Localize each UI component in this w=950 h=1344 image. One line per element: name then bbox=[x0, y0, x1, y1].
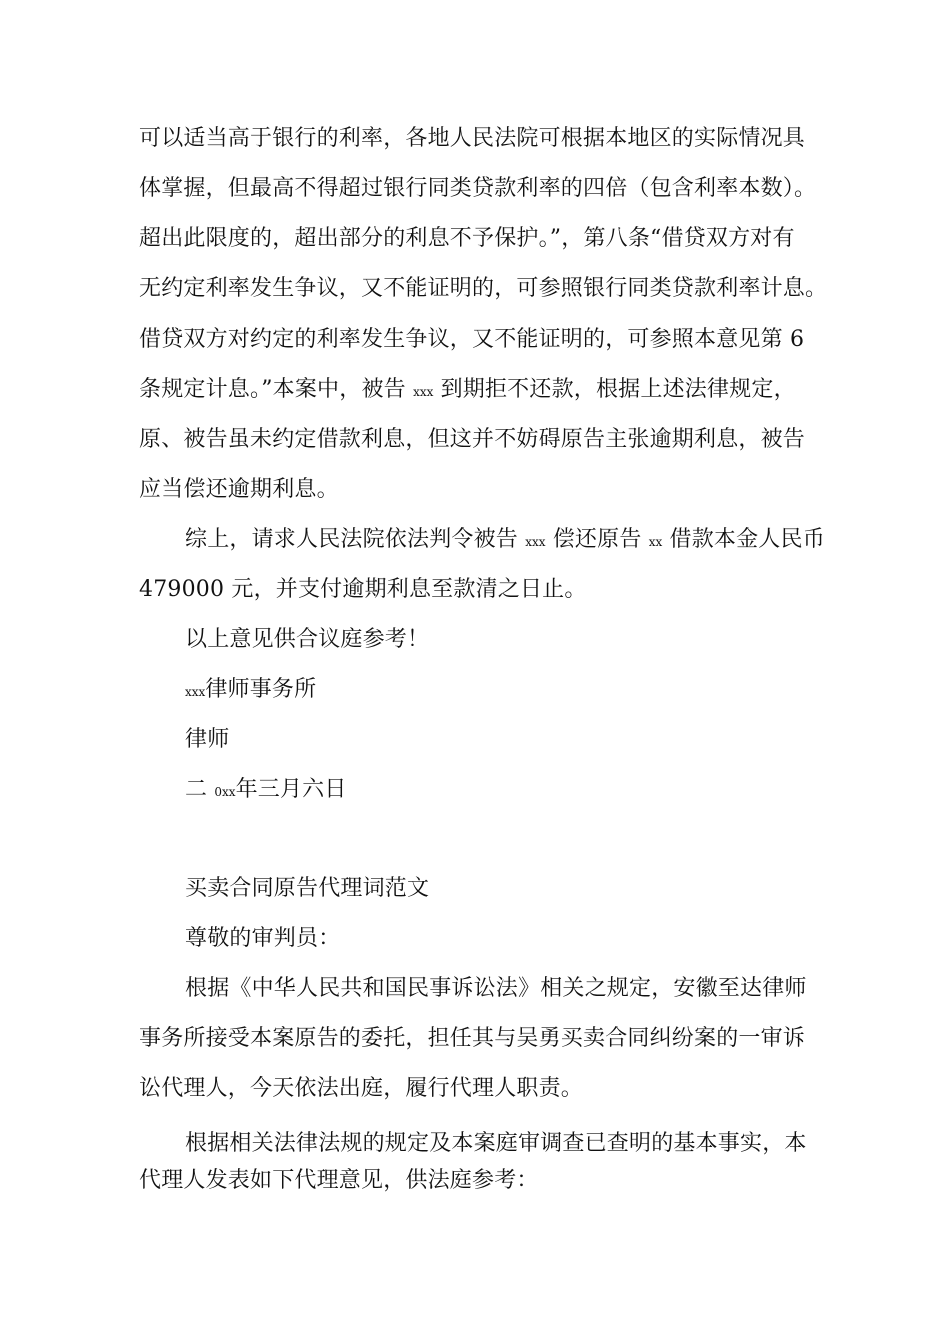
date-prefix: 二 bbox=[185, 777, 208, 802]
section-2-title: 买卖合同原告代理词范文 bbox=[185, 876, 430, 901]
paragraph-2-part-1: 综上，请求人民法院依法判令被告 bbox=[185, 527, 519, 552]
paragraph-2-part-3: 借款本金人民币 bbox=[669, 527, 825, 552]
closing-reference: 以上意见供合议庭参考！ bbox=[185, 627, 430, 652]
firm-suffix: 律师事务所 bbox=[205, 677, 317, 702]
line-6-text-a: 条规定计息。”本案中，被告 bbox=[139, 377, 406, 402]
line-6-text-b: 到期拒不还款，根据上述法律规定， bbox=[440, 377, 796, 402]
paragraph-1-line-7: 原、被告虽未约定借款利息，但这并不妨碍原告主张逾期利息，被告 bbox=[139, 427, 806, 452]
section-2-paragraph-2-line-1: 根据相关法律法规的规定及本案庭审调查已查明的基本事实，本 bbox=[185, 1131, 807, 1156]
paragraph-2-line-2: 479000 元，并支付逾期利息至款清之日止。 bbox=[139, 577, 587, 602]
closing-date bbox=[185, 775, 347, 807]
section-2-paragraph-1-line-1: 根据《中华人民共和国民事诉讼法》相关之规定，安徽至达律师 bbox=[185, 976, 807, 1001]
firm-placeholder: xxx bbox=[185, 685, 206, 699]
paragraph-1-line-3: 超出此限度的，超出部分的利息不予保护。”，第八条“借贷双方对有 bbox=[139, 226, 795, 251]
year-placeholder: 0xx bbox=[214, 785, 236, 799]
defendant-placeholder: xxx bbox=[413, 385, 434, 399]
plaintiff-placeholder: xx bbox=[648, 535, 663, 549]
defendant-placeholder: xxx bbox=[525, 535, 546, 549]
section-2-paragraph-1-line-2: 事务所接受本案原告的委托，担任其与吴勇买卖合同纠纷案的一审诉 bbox=[139, 1026, 806, 1051]
date-suffix: 年三月六日 bbox=[235, 777, 347, 802]
paragraph-2-part-2: 偿还原告 bbox=[552, 527, 642, 552]
paragraph-1-line-8: 应当偿还逾期利息。 bbox=[139, 477, 339, 502]
section-2-salutation: 尊敬的审判员： bbox=[185, 926, 341, 951]
law-firm-name bbox=[185, 675, 316, 707]
lawyer-label: 律师 bbox=[185, 727, 230, 752]
paragraph-1-line-1: 可以适当高于银行的利率，各地人民法院可根据本地区的实际情况具 bbox=[139, 126, 806, 151]
section-2-paragraph-1-line-3: 讼代理人，今天依法出庭，履行代理人职责。 bbox=[139, 1076, 584, 1101]
paragraph-1-line-6 bbox=[139, 375, 796, 407]
paragraph-1-line-5: 借贷双方对约定的利率发生争议，又不能证明的，可参照本意见第 6 bbox=[139, 327, 805, 352]
paragraph-2-line-1 bbox=[185, 525, 825, 557]
paragraph-1-line-2: 体掌握，但最高不得超过银行同类贷款利率的四倍（包含利率本数）。 bbox=[139, 176, 817, 201]
section-2-paragraph-2-line-2: 代理人发表如下代理意见，供法庭参考： bbox=[139, 1168, 539, 1193]
paragraph-1-line-4: 无约定利率发生争议，又不能证明的，可参照银行同类贷款利率计息。 bbox=[139, 276, 828, 301]
